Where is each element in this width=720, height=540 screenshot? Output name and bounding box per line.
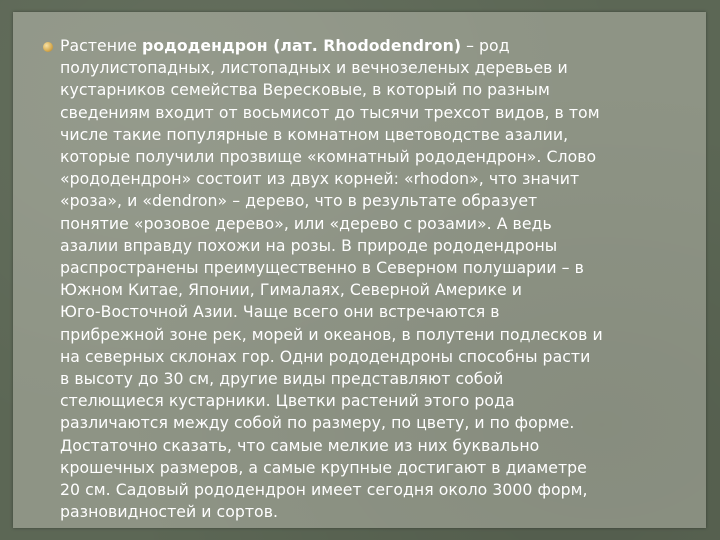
paragraph-line: понятие «розовое дерево», или «дерево с розами». А ведь: [60, 213, 552, 233]
paragraph-line: различаются между собой по размеру, по цвету, и по форме.: [60, 413, 575, 433]
text-panel: [13, 12, 706, 528]
paragraph-line: «роза», и «dendron» – дерево, что в результате образует: [60, 191, 538, 211]
paragraph-line: сведениям входит от восьмисот до тысячи трехсот видов, в том: [60, 102, 600, 122]
paragraph-line: разновидностей и сортов.: [60, 502, 279, 522]
paragraph-line: «рододендрон» состоит из двух корней: «rhodon», что значит: [60, 169, 580, 189]
paragraph-line: Юго-Восточной Азии. Чаще всего они встречаются в: [60, 302, 500, 322]
line-1-prefix: Растение: [60, 36, 143, 55]
paragraph-line: которые получили прозвище «комнатный рододендрон». Слово: [60, 147, 597, 167]
body-paragraph: [60, 35, 710, 523]
bullet-icon: [43, 42, 53, 52]
paragraph-line: числе такие популярные в комнатном цветоводстве азалии,: [60, 124, 569, 144]
paragraph-line: кустарников семейства Вересковые, в который по разным: [60, 80, 550, 100]
bold-term: рододендрон (лат. Rhododendron): [142, 36, 462, 55]
paragraph-line-1: [60, 35, 710, 57]
paragraph-line: распространены преимущественно в Северном полушарии – в: [60, 258, 584, 278]
paragraph-line: стелющиеся кустарники. Цветки растений этого рода: [60, 391, 515, 411]
paragraph-line: 20 см. Садовый рододендрон имеет сегодня около 3000 форм,: [60, 480, 588, 500]
paragraph-line: Южном Китае, Японии, Гималаях, Северной Америке и: [60, 280, 522, 300]
paragraph-line: крошечных размеров, а самые крупные достигают в диаметре: [60, 457, 587, 477]
paragraph-line: Достаточно сказать, что самые мелкие из них буквально: [60, 435, 540, 455]
paragraph-line: азалии вправду похожи на розы. В природе рододендроны: [60, 235, 558, 255]
line-1-suffix: – род: [461, 36, 510, 55]
paragraph-line: полулистопадных, листопадных и вечнозеленых деревьев и: [60, 58, 568, 78]
paragraph-line: в высоту до 30 см, другие виды представляют собой: [60, 369, 504, 389]
paragraph-line: прибрежной зоне рек, морей и океанов, в полутени подлесков и: [60, 324, 603, 344]
paragraph-line: на северных склонах гор. Одни рододендроны способны расти: [60, 346, 591, 366]
